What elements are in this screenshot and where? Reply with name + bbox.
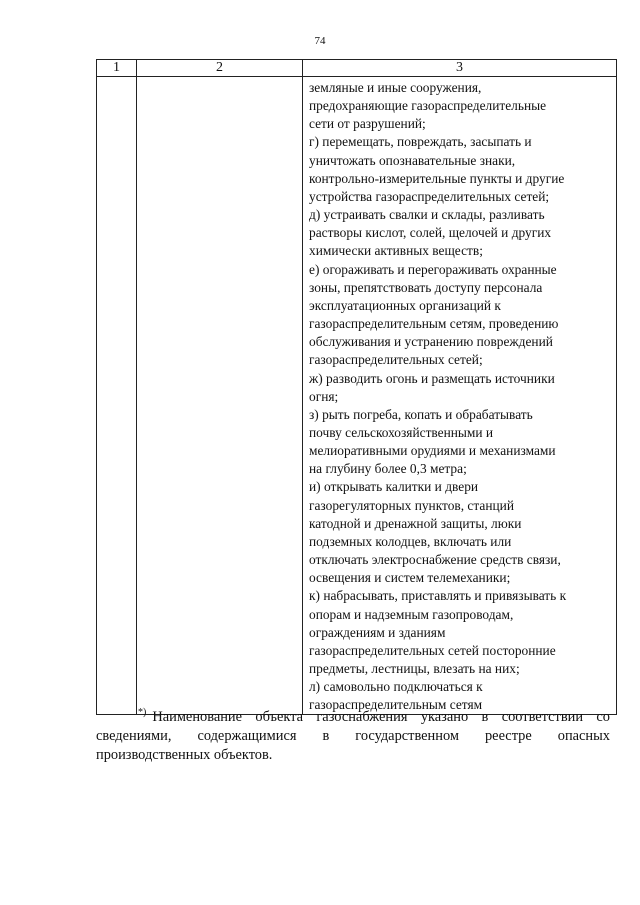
page-number: 74 xyxy=(314,35,326,47)
text-line: предохраняющие газораспределительные xyxy=(309,98,547,114)
footnote-marker: *) xyxy=(138,707,147,719)
text-line: освещения и систем телемеханики; xyxy=(309,570,511,586)
text-line: предметы, лестницы, влезать на них; xyxy=(309,661,520,676)
text-line: ж) разводить огонь и размещать источники xyxy=(309,370,555,386)
text-line: на глубину более 0,3 метра; xyxy=(309,461,467,477)
text-line: подземных колодцев, включать или xyxy=(309,533,512,549)
prohibitions-list-text xyxy=(303,77,616,714)
text-line: ограждениям и зданиям xyxy=(309,624,446,640)
text-line: катодной и дренажной защиты, люки xyxy=(309,515,522,531)
text-line: газорегуляторных пунктов, станций xyxy=(309,497,515,513)
footnote xyxy=(96,708,610,765)
text-line: и) открывать калитки и двери xyxy=(309,479,479,495)
text-line: е) огораживать и перегораживать охранные xyxy=(309,261,557,277)
text-line: д) устраивать свалки и склады, разливать xyxy=(309,207,545,223)
table-cell-col-2 xyxy=(137,77,303,715)
text-line: химически активных веществ; xyxy=(309,243,483,259)
text-line: контрольно-измерительные пункты и другие xyxy=(309,170,565,186)
table-row xyxy=(97,77,617,715)
text-line: к) набрасывать, приставлять и привязывать к xyxy=(309,588,567,604)
text-line: зоны, препятствовать доступу персонала xyxy=(309,279,543,295)
text-line: газораспределительных сетей; xyxy=(309,352,483,368)
document-table xyxy=(96,59,617,715)
text-line: растворы кислот, солей, щелочей и других xyxy=(309,225,552,241)
text-line: г) перемещать, повреждать, засыпать и xyxy=(309,134,532,150)
text-line: обслуживания и устранению повреждений xyxy=(309,334,553,350)
text-line: устройства газораспределительных сетей; xyxy=(309,188,550,204)
text-line: уничтожать опознавательные знаки, xyxy=(309,152,516,168)
footnote-line-3: производственных объектов. xyxy=(96,747,273,763)
footnote-line-2: сведениями, содержащимися в государственном реестре опасных xyxy=(96,728,610,744)
footnote-line-1 xyxy=(96,708,610,727)
text-line: почву сельскохозяйственными и xyxy=(309,424,494,440)
table-header-col-3: 3 xyxy=(303,60,617,77)
text-line: газораспределительным сетям, проведению xyxy=(309,316,559,332)
table-header-row xyxy=(97,60,617,77)
table-cell-col-1 xyxy=(97,77,137,715)
text-line: земляные и иные сооружения, xyxy=(309,80,482,95)
text-line: отключать электроснабжение средств связи, xyxy=(309,552,561,568)
table-header-col-1: 1 xyxy=(97,60,137,77)
text-line: л) самовольно подключаться к xyxy=(309,679,483,695)
footnote-line-1-text: Наименование объекта газоснабжения указано в соответствии со xyxy=(152,709,610,725)
text-line: газораспределительных сетей посторонние xyxy=(309,642,556,658)
text-line: сети от разрушений; xyxy=(309,116,426,132)
text-line: опорам и надземным газопроводам, xyxy=(309,606,514,622)
text-line: огня; xyxy=(309,388,339,404)
table-cell-col-3 xyxy=(303,77,617,715)
text-line: газораспределительным сетям xyxy=(309,697,483,713)
text-line: эксплуатационных организаций к xyxy=(309,297,501,313)
table-header-col-2: 2 xyxy=(137,60,303,77)
text-line: з) рыть погреба, копать и обрабатывать xyxy=(309,406,533,422)
text-line: мелиоративными орудиями и механизмами xyxy=(309,443,556,459)
